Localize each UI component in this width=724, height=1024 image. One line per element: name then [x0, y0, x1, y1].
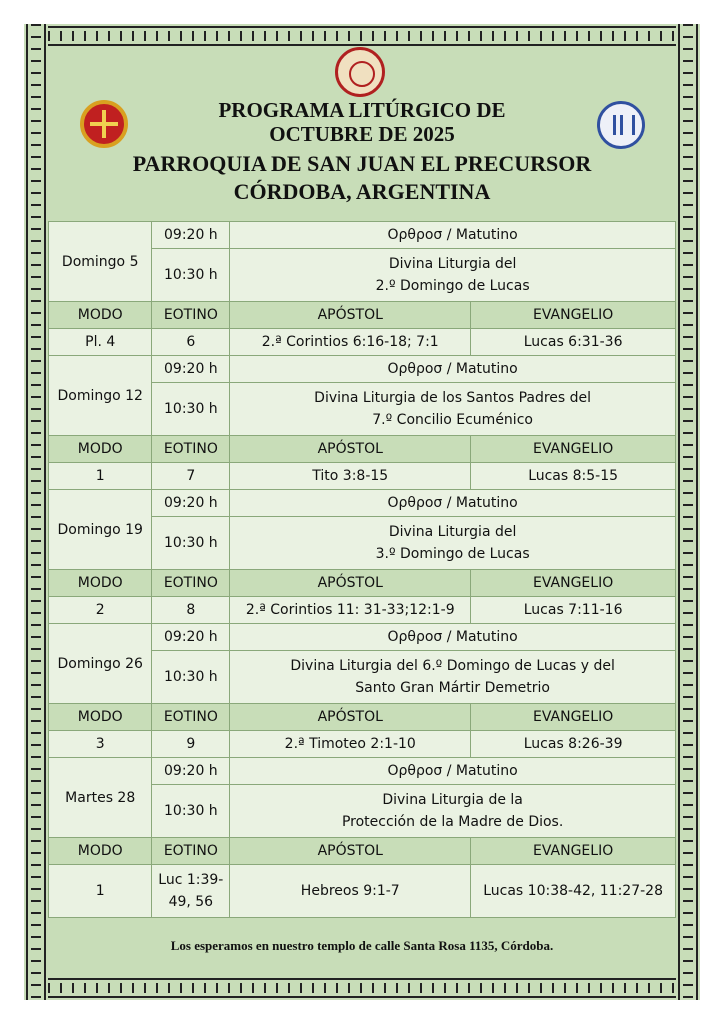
- footer-note: Los esperamos en nuestro templo de calle Santa Rosa 1135, Córdoba.: [170, 938, 554, 953]
- colectividad-helenica-emblem: [597, 101, 645, 149]
- modo-header: MODO: [49, 302, 152, 329]
- evangelio-header: EVANGELIO: [471, 838, 676, 865]
- modo-cell: 2: [49, 597, 152, 624]
- eotino-header: EOTINO: [152, 436, 230, 463]
- eotino-cell: 8: [152, 597, 230, 624]
- modo-header: MODO: [49, 436, 152, 463]
- time-cell: 10:30 h: [152, 383, 230, 436]
- schedule-table: [48, 221, 676, 918]
- time-cell: 10:30 h: [152, 249, 230, 302]
- day-cell: Domingo 5: [49, 222, 152, 302]
- time-cell: 10:30 h: [152, 651, 230, 704]
- evangelio-header: EVANGELIO: [471, 704, 676, 731]
- parish-seal-emblem: [335, 47, 385, 97]
- time-cell: 10:30 h: [152, 785, 230, 838]
- day-cell: Domingo 19: [49, 490, 152, 570]
- day-cell: Domingo 12: [49, 356, 152, 436]
- service-row-morning: [49, 222, 676, 249]
- readings-header-row: [49, 570, 676, 597]
- service-row-morning: [49, 624, 676, 651]
- eotino-cell: 9: [152, 731, 230, 758]
- readings-header-row: [49, 302, 676, 329]
- service-cell: Ορθρoσ / Matutino: [230, 356, 676, 383]
- eotino-cell: 6: [152, 329, 230, 356]
- eotino-header: EOTINO: [152, 302, 230, 329]
- service-cell: Ορθρoσ / Matutino: [230, 624, 676, 651]
- service-row-morning: [49, 490, 676, 517]
- time-cell: 09:20 h: [152, 356, 230, 383]
- evangelio-header: EVANGELIO: [471, 436, 676, 463]
- service-cell: Divina Liturgia del 3.º Domingo de Lucas: [230, 517, 676, 570]
- apostol-cell: 2.ª Timoteo 2:1-10: [230, 731, 471, 758]
- apostol-cell: Tito 3:8-15: [230, 463, 471, 490]
- readings-row: [49, 731, 676, 758]
- apostol-header: APÓSTOL: [230, 302, 471, 329]
- service-cell: Divina Liturgia del 6.º Domingo de Lucas y del Santo Gran Mártir Demetrio: [230, 651, 676, 704]
- greek-key-border-top: [24, 24, 700, 48]
- greek-key-border-right: [676, 24, 700, 1000]
- apostol-cell: Hebreos 9:1-7: [230, 865, 471, 918]
- time-cell: 10:30 h: [152, 517, 230, 570]
- modo-header: MODO: [49, 838, 152, 865]
- eotino-cell: 7: [152, 463, 230, 490]
- apostol-cell: 2.ª Corintios 6:16-18; 7:1: [230, 329, 471, 356]
- apostol-header: APÓSTOL: [230, 704, 471, 731]
- apostol-cell: 2.ª Corintios 11: 31-33;12:1-9: [230, 597, 471, 624]
- time-cell: 09:20 h: [152, 758, 230, 785]
- readings-row: [49, 463, 676, 490]
- readings-header-row: [49, 704, 676, 731]
- apostol-header: APÓSTOL: [230, 436, 471, 463]
- service-cell: Ορθρoσ / Matutino: [230, 758, 676, 785]
- day-cell: Martes 28: [49, 758, 152, 838]
- evangelio-cell: Lucas 8:26-39: [471, 731, 676, 758]
- modo-header: MODO: [49, 570, 152, 597]
- modo-cell: 3: [49, 731, 152, 758]
- evangelio-cell: Lucas 6:31-36: [471, 329, 676, 356]
- evangelio-cell: Lucas 10:38-42, 11:27-28: [471, 865, 676, 918]
- modo-cell: 1: [49, 463, 152, 490]
- service-row-morning: [49, 758, 676, 785]
- service-cell: Divina Liturgia de los Santos Padres del 7.º Concilio Ecuménico: [230, 383, 676, 436]
- apostol-header: APÓSTOL: [230, 570, 471, 597]
- evangelio-header: EVANGELIO: [471, 302, 676, 329]
- evangelio-cell: Lucas 7:11-16: [471, 597, 676, 624]
- readings-header-row: [49, 838, 676, 865]
- modo-cell: Pl. 4: [49, 329, 152, 356]
- evangelio-cell: Lucas 8:5-15: [471, 463, 676, 490]
- service-cell: Ορθρoσ / Matutino: [230, 222, 676, 249]
- apostol-header: APÓSTOL: [230, 838, 471, 865]
- day-cell: Domingo 26: [49, 624, 152, 704]
- service-row-morning: [49, 356, 676, 383]
- time-cell: 09:20 h: [152, 222, 230, 249]
- greek-key-border-bottom: [24, 976, 700, 1000]
- time-cell: 09:20 h: [152, 624, 230, 651]
- time-cell: 09:20 h: [152, 490, 230, 517]
- modo-header: MODO: [49, 704, 152, 731]
- parish-title: PARROQUIA DE SAN JUAN EL PRECURSOR CÓRDOBA, ARGENTINA: [132, 151, 592, 204]
- greek-key-border-left: [24, 24, 48, 1000]
- service-cell: Ορθρoσ / Matutino: [230, 490, 676, 517]
- readings-row: [49, 329, 676, 356]
- evangelio-header: EVANGELIO: [471, 570, 676, 597]
- eotino-cell: Luc 1:39- 49, 56: [152, 865, 230, 918]
- eotino-header: EOTINO: [152, 704, 230, 731]
- eotino-header: EOTINO: [152, 570, 230, 597]
- eotino-header: EOTINO: [152, 838, 230, 865]
- program-title: PROGRAMA LITÚRGICO DE OCTUBRE DE 2025: [218, 98, 506, 146]
- readings-row: [49, 865, 676, 918]
- readings-header-row: [49, 436, 676, 463]
- readings-row: [49, 597, 676, 624]
- modo-cell: 1: [49, 865, 152, 918]
- service-cell: Divina Liturgia del 2.º Domingo de Lucas: [230, 249, 676, 302]
- service-cell: Divina Liturgia de la Protección de la Madre de Dios.: [230, 785, 676, 838]
